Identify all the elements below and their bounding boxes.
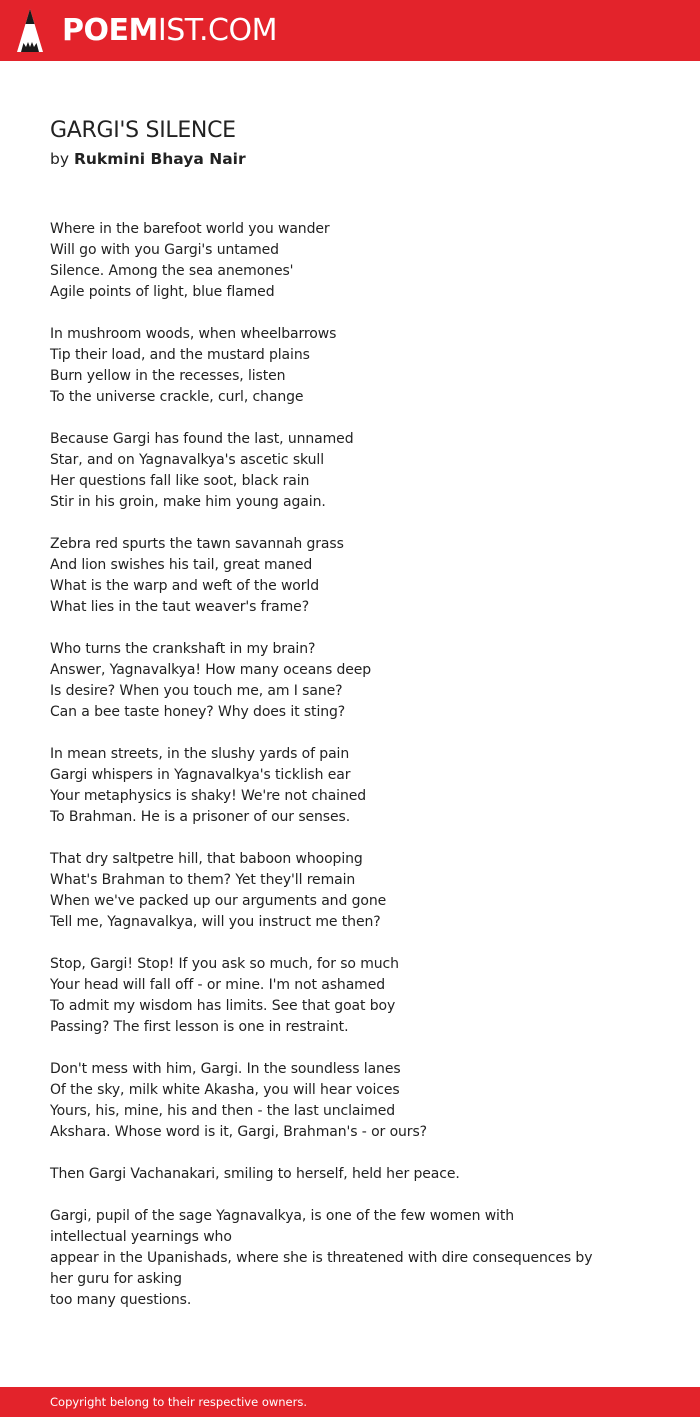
poem-line: appear in the Upanishads, where she is threatened with dire consequences by [50,1250,593,1266]
poem-line: Burn yellow in the recesses, listen [50,368,286,384]
pencil-logo-icon[interactable] [17,9,43,52]
poem-line: To the universe crackle, curl, change [50,389,304,405]
poem-line: That dry saltpetre hill, that baboon whooping [50,851,363,867]
poem-line: Agile points of light, blue flamed [50,284,275,300]
poem-line: Her questions fall like soot, black rain [50,473,310,489]
copyright-notice: Copyright belong to their respective owners. [50,1395,308,1409]
poem-line: Zebra red spurts the tawn savannah grass [50,536,344,552]
poem-line: too many questions. [50,1292,192,1308]
poem-line: Passing? The first lesson is one in restraint. [50,1019,349,1035]
stanza [50,1059,650,1143]
site-logo-text[interactable] [62,11,277,51]
poem-line: Will go with you Gargi's untamed [50,242,279,258]
poem-line: Is desire? When you touch me, am I sane? [50,683,343,699]
poem-line: Where in the barefoot world you wander [50,221,330,237]
poem-line: Gargi whispers in Yagnavalkya's ticklish ear [50,767,351,783]
poem-line: Tell me, Yagnavalkya, will you instruct me then? [50,914,381,930]
poem-line: Your metaphysics is shaky! We're not chained [50,788,367,804]
brand-bold: POEM [62,13,158,48]
stanza [50,954,650,1038]
poem-line: Star, and on Yagnavalkya's ascetic skull [50,452,324,468]
by-label: by [50,150,70,168]
poem-line: Silence. Among the sea anemones' [50,263,294,279]
stanza [50,849,650,933]
stanza [50,639,650,723]
stanza [50,324,650,408]
poem-line: Your head will fall off - or mine. I'm not ashamed [50,977,386,993]
stanza [50,744,650,828]
poem-body [50,219,650,1332]
poem-line: Stir in his groin, make him young again. [50,494,326,510]
poem-line: her guru for asking [50,1271,182,1287]
brand-light: IST.COM [157,13,277,48]
poem-line: What is the warp and weft of the world [50,578,320,594]
poem-line: Tip their load, and the mustard plains [50,347,310,363]
poem-line: What's Brahman to them? Yet they'll remain [50,872,356,888]
stanza [50,534,650,618]
poem-line: Yours, his, mine, his and then - the last unclaimed [50,1103,396,1119]
poem-line: Who turns the crankshaft in my brain? [50,641,316,657]
poem-line: Answer, Yagnavalkya! How many oceans deep [50,662,372,678]
poem-line: Gargi, pupil of the sage Yagnavalkya, is one of the few women with [50,1208,514,1224]
stanza [50,429,650,513]
stanza [50,1164,650,1185]
poem-line: Don't mess with him, Gargi. In the soundless lanes [50,1061,401,1077]
poem-line: Because Gargi has found the last, unnamed [50,431,354,447]
poem-line: In mushroom woods, when wheelbarrows [50,326,337,342]
poem-line: To admit my wisdom has limits. See that goat boy [50,998,396,1014]
poem-line: Of the sky, milk white Akasha, you will hear voices [50,1082,400,1098]
byline [50,147,246,171]
poem-line: Can a bee taste honey? Why does it sting? [50,704,346,720]
site-footer [0,1387,700,1417]
author-name: Rukmini Bhaya Nair [73,150,246,168]
poem-title: GARGI'S SILENCE [50,118,236,143]
poem-line: When we've packed up our arguments and gone [50,893,387,909]
poem-line: Stop, Gargi! Stop! If you ask so much, for so much [50,956,399,972]
poem-line: To Brahman. He is a prisoner of our senses. [50,809,351,825]
stanza [50,219,650,303]
poem-line: What lies in the taut weaver's frame? [50,599,310,615]
poem-line: Then Gargi Vachanakari, smiling to herself, held her peace. [50,1166,460,1182]
stanza [50,1206,650,1311]
poem-line: And lion swishes his tail, great maned [50,557,313,573]
poem-line: Akshara. Whose word is it, Gargi, Brahman's - or ours? [50,1124,427,1140]
poem-line: In mean streets, in the slushy yards of pain [50,746,350,762]
site-header [0,0,700,61]
poem-line: intellectual yearnings who [50,1229,232,1245]
